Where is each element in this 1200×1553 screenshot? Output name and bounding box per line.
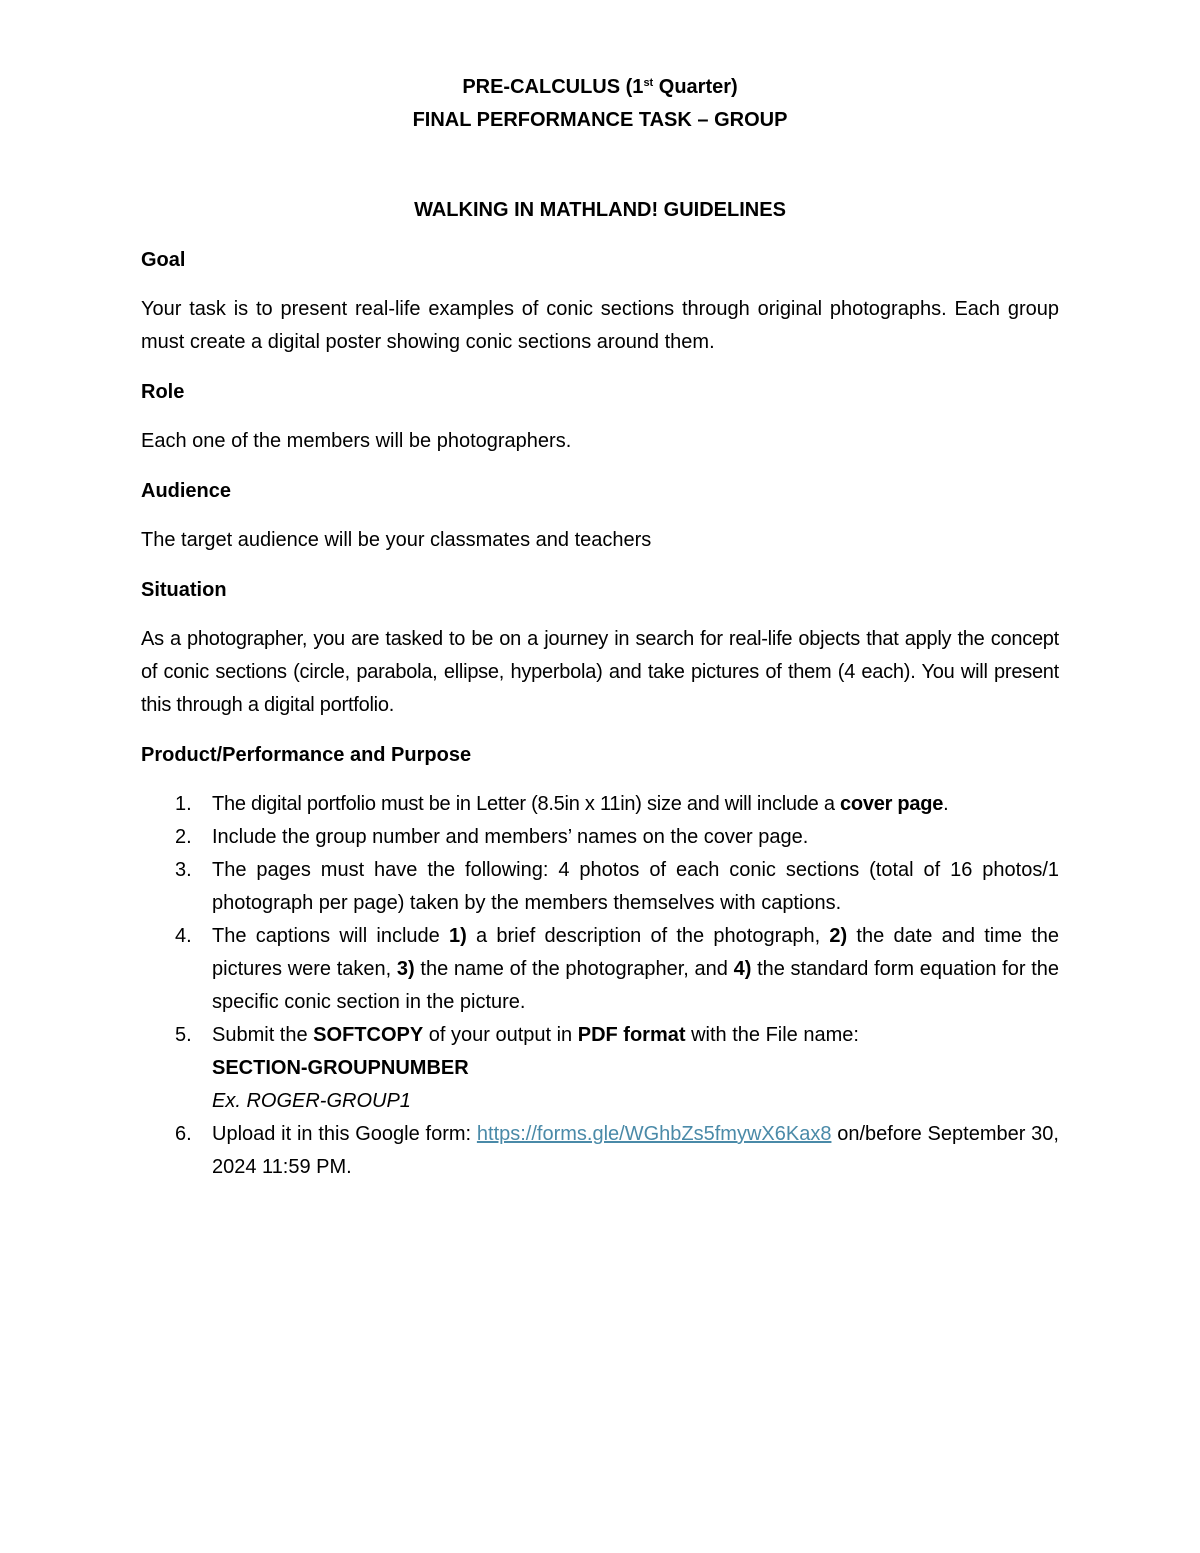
list-item-text: .: [943, 793, 949, 815]
course-title: [141, 71, 1059, 104]
file-name-example: Ex. ROGER-GROUP1: [212, 1090, 411, 1112]
list-item-bold: 2): [829, 925, 848, 947]
role-heading: Role: [141, 381, 185, 403]
list-item-number: 3.: [175, 859, 192, 881]
list-item: [175, 788, 1059, 821]
list-item: [175, 1118, 1059, 1184]
role-text: Each one of the members will be photographers.: [141, 430, 572, 452]
course-title-text: PRE-CALCULUS (1: [462, 76, 644, 98]
list-item-number: 5.: [175, 1024, 192, 1046]
list-item-text: the standard form equation for the specific conic section in the picture.: [212, 958, 1059, 1013]
list-item-bold: 3): [396, 958, 415, 980]
list-item-text: the name of the photographer, and: [414, 958, 734, 980]
goal-text: Your task is to present real-life examples of conic sections through original photographs. Each group must create a digital poster showing conic sections around them.: [141, 298, 1059, 353]
list-item-number: 2.: [175, 826, 192, 848]
list-item-bold: 4): [733, 958, 752, 980]
list-item-text: the date and time the pictures were taken,: [212, 925, 1059, 980]
file-name-format: SECTION-GROUPNUMBER: [212, 1057, 469, 1079]
list-item-text: The digital portfolio must be in Letter (8.5in x 11in) size and will include a: [212, 793, 840, 815]
list-item-text: a brief description of the photograph,: [466, 925, 830, 947]
task-title: FINAL PERFORMANCE TASK – GROUP: [412, 109, 788, 131]
list-item-text: Submit the: [212, 1024, 314, 1046]
list-item: [175, 821, 1059, 854]
goal-heading: Goal: [141, 249, 186, 271]
audience-text: The target audience will be your classmates and teachers: [141, 529, 652, 551]
list-item-number: 1.: [175, 793, 192, 815]
list-item-text: with the File name:: [685, 1024, 859, 1046]
course-title-superscript: st: [643, 77, 654, 89]
google-form-link[interactable]: https://forms.gle/WGhbZs5fmywX6Kax8: [476, 1123, 832, 1145]
list-item-number: 6.: [175, 1123, 192, 1145]
list-item-bold: 1): [449, 925, 467, 947]
situation-text: As a photographer, you are tasked to be on a journey in search for real-life objects that apply the concept of conic sections (circle, parabola, ellipse, hyperbola) and take pictures of them (4 each). You will present this through a digital portfolio.: [141, 628, 1059, 716]
requirements-list: [141, 788, 1059, 1184]
list-item: [175, 854, 1059, 920]
list-item-text: Include the group number and members’ names on the cover page.: [212, 826, 809, 848]
list-item-text: The captions will include: [212, 925, 450, 947]
guidelines-title: WALKING IN MATHLAND! GUIDELINES: [414, 199, 786, 221]
list-item-bold: PDF format: [577, 1024, 686, 1046]
list-item-bold: cover page: [840, 793, 944, 815]
list-item-bold: SOFTCOPY: [313, 1024, 424, 1046]
list-item-number: 4.: [175, 925, 192, 947]
list-item-text: on/before September 30, 2024 11:59 PM.: [212, 1123, 1059, 1178]
course-title-quarter: Quarter): [653, 76, 738, 98]
product-heading: Product/Performance and Purpose: [141, 744, 472, 766]
list-item-text: Upload it in this Google form:: [212, 1123, 477, 1145]
audience-heading: Audience: [141, 480, 232, 502]
list-item-text: The pages must have the following: 4 photos of each conic sections (total of 16 photos/1 photograph per page) taken by the members themselves with captions.: [212, 859, 1059, 914]
situation-heading: Situation: [141, 579, 227, 601]
list-item: [175, 1019, 1059, 1118]
list-item-text: of your output in: [423, 1024, 578, 1046]
list-item: [175, 920, 1059, 1019]
